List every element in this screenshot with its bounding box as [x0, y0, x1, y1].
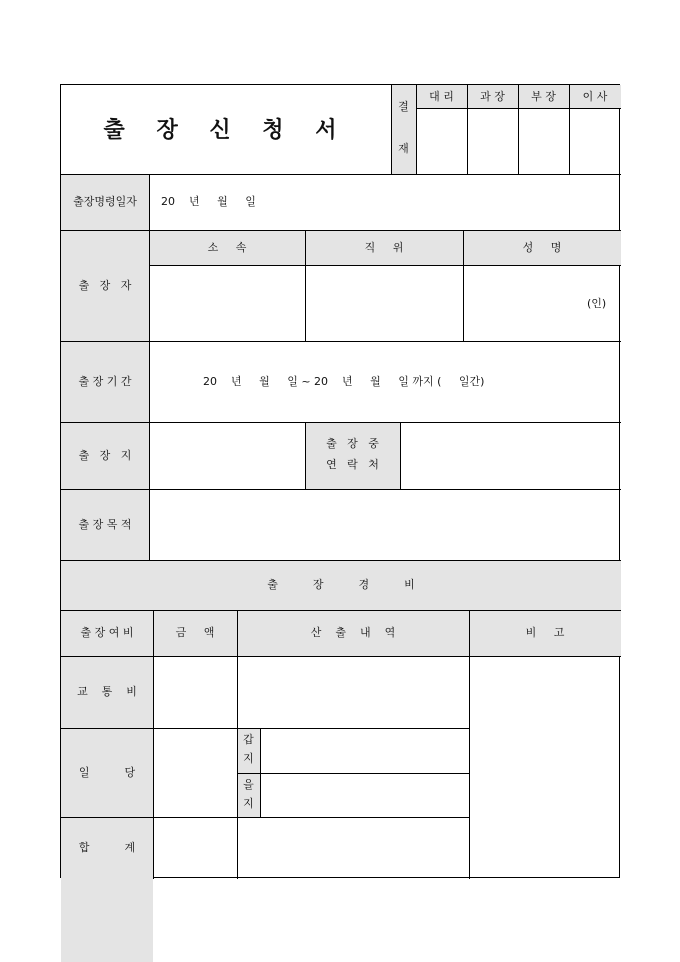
- period-label: 출 장 기 간: [78, 374, 132, 388]
- expenses-header: 출 장 경 비: [267, 578, 415, 591]
- col-position: 직 위: [364, 240, 404, 254]
- note-field[interactable]: [469, 656, 621, 879]
- position-field[interactable]: [305, 265, 463, 341]
- order-date-label: 출장명령일자: [73, 195, 137, 208]
- col-amount: 금 액: [175, 626, 215, 639]
- daily-b-detail-field[interactable]: [260, 773, 469, 817]
- approval-label-top: 결: [398, 100, 409, 113]
- daily-a-label-2: 지: [243, 752, 254, 765]
- contact-field[interactable]: [400, 422, 621, 489]
- col-name: 성 명: [522, 240, 562, 254]
- approval-role-deputy: 대 리: [429, 89, 454, 103]
- form-title: 출 장 신 청 서: [103, 116, 349, 143]
- approval-sign-section-chief[interactable]: [467, 108, 518, 174]
- total-detail-field[interactable]: [237, 817, 469, 879]
- approval-role-section-chief: 과 장: [480, 89, 505, 103]
- daily-amount-field[interactable]: [153, 728, 237, 817]
- row-daily-label: 일 당: [78, 765, 136, 779]
- affiliation-field[interactable]: [149, 265, 305, 341]
- contact-label-cell: [305, 422, 400, 489]
- period-value[interactable]: 20 년 월 일 ~ 20 년 월 일 까지 ( 일간): [203, 375, 485, 388]
- contact-label-line1: 출 장 중: [326, 437, 379, 450]
- approval-label-bottom: 재: [398, 142, 409, 155]
- travel-request-form: [60, 84, 620, 878]
- row-transport-label: 교 통 비: [77, 685, 137, 698]
- approval-sign-director[interactable]: [569, 108, 621, 174]
- col-calculation-detail: 산 출 내 역: [310, 626, 396, 639]
- destination-field[interactable]: [149, 422, 305, 489]
- total-amount-field[interactable]: [153, 817, 237, 879]
- destination-label: 출 장 지: [78, 448, 132, 462]
- daily-b-label-2: 지: [243, 797, 254, 810]
- transport-detail-field[interactable]: [237, 656, 469, 728]
- purpose-label: 출 장 목 적: [78, 517, 132, 531]
- traveler-label: 출 장 자: [78, 278, 132, 292]
- approval-role-dept-head: 부 장: [531, 89, 556, 103]
- contact-label-line2: 연 락 처: [326, 458, 379, 471]
- approval-sign-deputy[interactable]: [416, 108, 467, 174]
- approval-role-director: 이 사: [582, 89, 608, 103]
- col-expense-item: 출 장 여 비: [80, 626, 134, 639]
- daily-a-detail-field[interactable]: [260, 728, 469, 773]
- row-total-label: 합 계: [78, 841, 136, 854]
- daily-a-label-1: 갑: [243, 733, 254, 746]
- transport-amount-field[interactable]: [153, 656, 237, 728]
- purpose-field[interactable]: [149, 489, 621, 560]
- col-note: 비 고: [525, 626, 565, 639]
- daily-b-label-1: 을: [243, 778, 254, 791]
- seal-mark: (인): [587, 297, 607, 310]
- approval-sign-dept-head[interactable]: [518, 108, 569, 174]
- col-affiliation: 소 속: [207, 240, 247, 254]
- order-date-value[interactable]: 20 년 월 일: [161, 195, 256, 208]
